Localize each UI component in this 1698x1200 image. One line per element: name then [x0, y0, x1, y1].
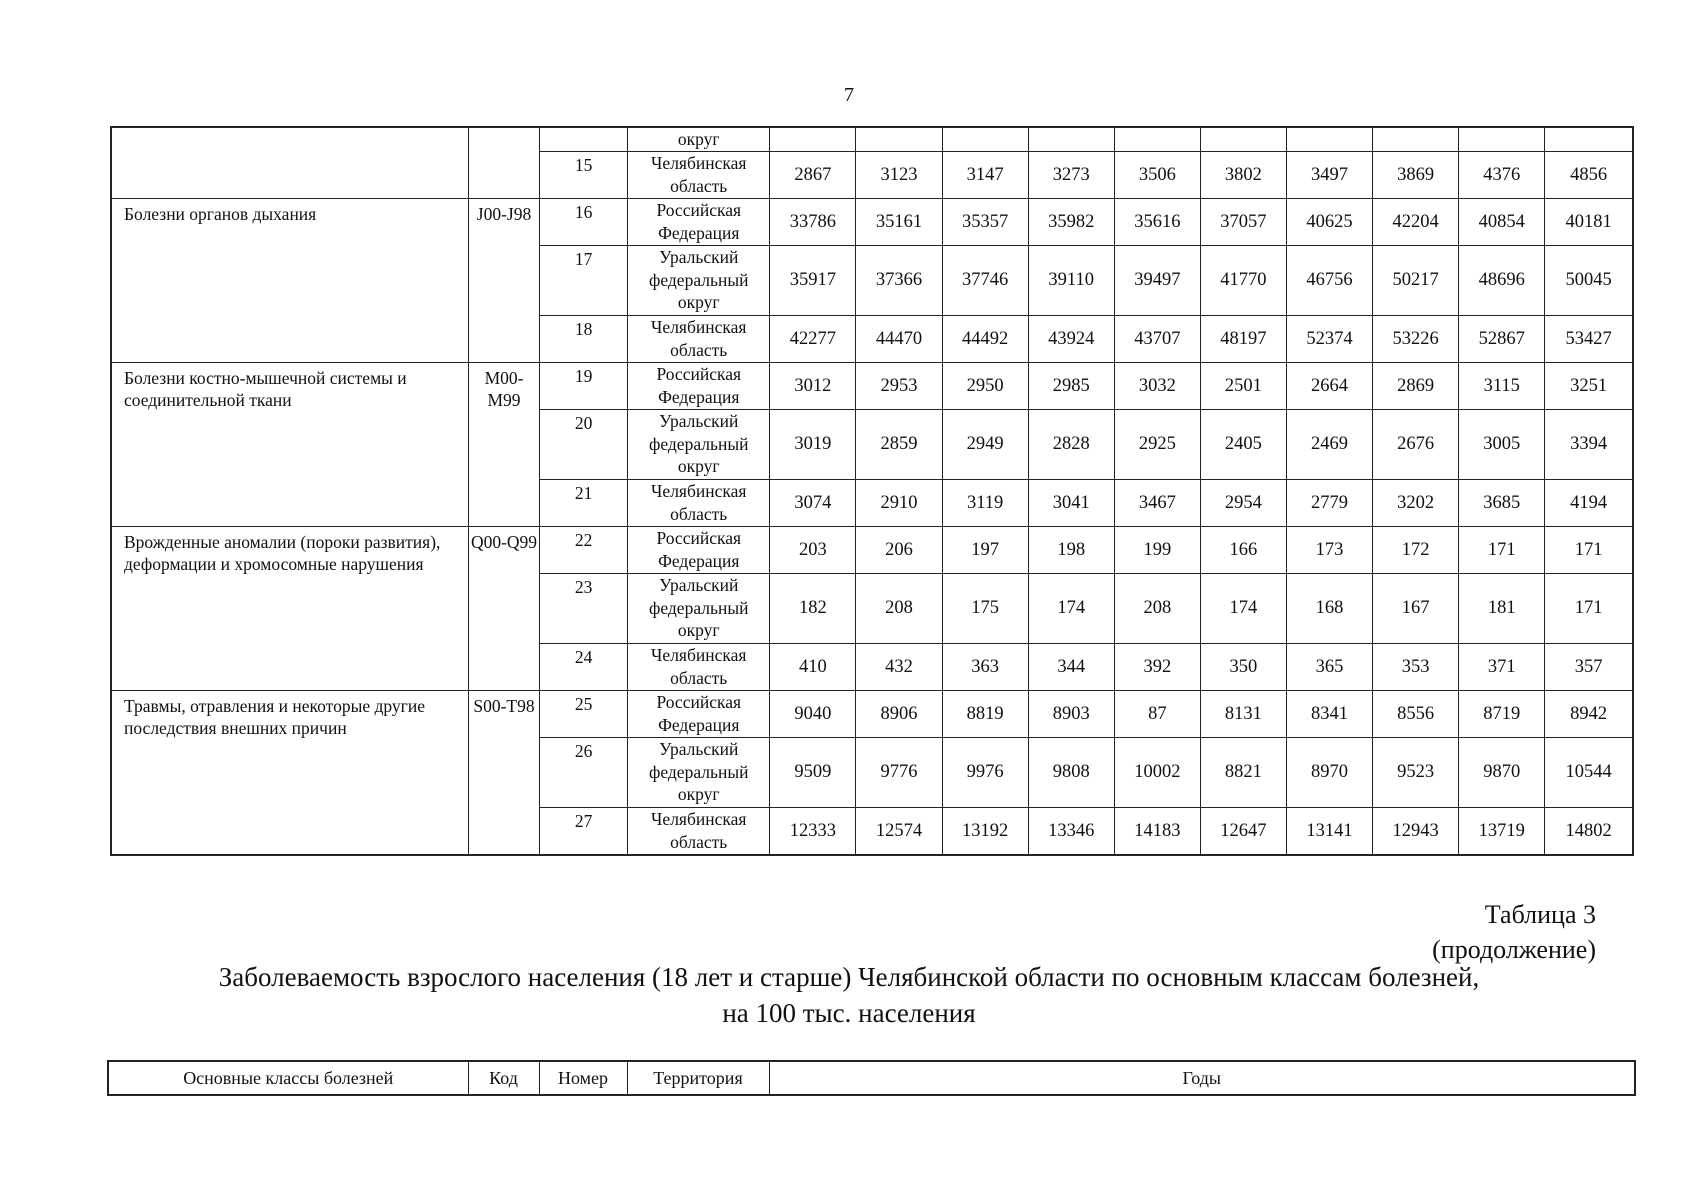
value-cell: 35161 [856, 198, 942, 245]
value-cell: 3019 [770, 409, 856, 479]
number-cell: 27 [540, 807, 628, 855]
icd-code-cell: S00-T98 [468, 690, 539, 855]
value-cell: 52867 [1459, 315, 1545, 362]
value-cell: 53226 [1373, 315, 1459, 362]
value-cell: 42277 [770, 315, 856, 362]
table-row [111, 526, 1633, 573]
value-cell: 43707 [1114, 315, 1200, 362]
number-cell: 18 [540, 315, 628, 362]
table-row [111, 690, 1633, 737]
value-cell: 3394 [1545, 409, 1633, 479]
value-cell: 2953 [856, 362, 942, 409]
value-cell: 3147 [942, 151, 1028, 198]
territory-cell: Уральский федеральный округ [628, 409, 770, 479]
value-cell: 175 [942, 573, 1028, 643]
value-cell: 9976 [942, 737, 1028, 807]
value-cell: 3802 [1200, 151, 1286, 198]
value-cell [1545, 127, 1633, 151]
value-cell: 350 [1200, 643, 1286, 690]
value-cell [770, 127, 856, 151]
value-cell: 8903 [1028, 690, 1114, 737]
value-cell: 168 [1286, 573, 1372, 643]
value-cell: 44470 [856, 315, 942, 362]
value-cell: 13141 [1286, 807, 1372, 855]
value-cell: 167 [1373, 573, 1459, 643]
value-cell: 197 [942, 526, 1028, 573]
value-cell: 173 [1286, 526, 1372, 573]
value-cell: 181 [1459, 573, 1545, 643]
territory-cell: Челябинская область [628, 479, 770, 526]
value-cell: 2676 [1373, 409, 1459, 479]
value-cell: 9808 [1028, 737, 1114, 807]
value-cell: 9523 [1373, 737, 1459, 807]
territory-cell: Уральский федеральный округ [628, 737, 770, 807]
table-header [107, 1060, 1636, 1096]
value-cell: 37746 [942, 245, 1028, 315]
value-cell: 8942 [1545, 690, 1633, 737]
value-cell: 35357 [942, 198, 1028, 245]
value-cell: 8906 [856, 690, 942, 737]
number-cell: 22 [540, 526, 628, 573]
value-cell: 8556 [1373, 690, 1459, 737]
value-cell: 2469 [1286, 409, 1372, 479]
value-cell: 172 [1373, 526, 1459, 573]
value-cell: 2985 [1028, 362, 1114, 409]
value-cell: 344 [1028, 643, 1114, 690]
value-cell: 171 [1545, 573, 1633, 643]
value-cell: 41770 [1200, 245, 1286, 315]
header-row [108, 1061, 1635, 1095]
territory-cell: Российская Федерация [628, 690, 770, 737]
value-cell: 8131 [1200, 690, 1286, 737]
header-number: Номер [539, 1061, 627, 1095]
value-cell [856, 127, 942, 151]
value-cell: 365 [1286, 643, 1372, 690]
value-cell: 171 [1459, 526, 1545, 573]
value-cell: 48696 [1459, 245, 1545, 315]
value-cell: 8719 [1459, 690, 1545, 737]
page-number: 7 [844, 84, 854, 106]
icd-code-cell: M00-M99 [468, 362, 539, 526]
morbidity-table [110, 126, 1634, 856]
value-cell: 357 [1545, 643, 1633, 690]
value-cell: 2828 [1028, 409, 1114, 479]
value-cell: 2859 [856, 409, 942, 479]
icd-code-cell: Q00-Q99 [468, 526, 539, 690]
value-cell: 3115 [1459, 362, 1545, 409]
header-code: Код [468, 1061, 539, 1095]
value-cell: 13346 [1028, 807, 1114, 855]
disease-class-cell: Болезни костно-мышечной системы и соединительной ткани [111, 362, 468, 526]
value-cell: 3123 [856, 151, 942, 198]
value-cell [1373, 127, 1459, 151]
value-cell: 33786 [770, 198, 856, 245]
value-cell: 3273 [1028, 151, 1114, 198]
value-cell: 87 [1114, 690, 1200, 737]
value-cell: 10544 [1545, 737, 1633, 807]
value-cell: 40854 [1459, 198, 1545, 245]
value-cell: 46756 [1286, 245, 1372, 315]
territory-cell: Челябинская область [628, 151, 770, 198]
value-cell: 50217 [1373, 245, 1459, 315]
value-cell [1028, 127, 1114, 151]
value-cell: 166 [1200, 526, 1286, 573]
value-cell: 2925 [1114, 409, 1200, 479]
header-years: Годы [769, 1061, 1635, 1095]
disease-class-cell: Травмы, отравления и некоторые другие последствия внешних причин [111, 690, 468, 855]
value-cell: 199 [1114, 526, 1200, 573]
number-cell: 23 [540, 573, 628, 643]
territory-cell: Уральский федеральный округ [628, 573, 770, 643]
value-cell: 12647 [1200, 807, 1286, 855]
value-cell [1114, 127, 1200, 151]
value-cell: 363 [942, 643, 1028, 690]
number-cell: 16 [540, 198, 628, 245]
value-cell: 12943 [1373, 807, 1459, 855]
value-cell: 171 [1545, 526, 1633, 573]
value-cell: 3041 [1028, 479, 1114, 526]
value-cell: 40625 [1286, 198, 1372, 245]
value-cell: 3467 [1114, 479, 1200, 526]
value-cell: 35917 [770, 245, 856, 315]
value-cell: 198 [1028, 526, 1114, 573]
value-cell [1200, 127, 1286, 151]
value-cell: 42204 [1373, 198, 1459, 245]
value-cell: 3506 [1114, 151, 1200, 198]
value-cell: 208 [856, 573, 942, 643]
value-cell: 174 [1028, 573, 1114, 643]
number-cell: 25 [540, 690, 628, 737]
value-cell [942, 127, 1028, 151]
value-cell: 4856 [1545, 151, 1633, 198]
header-territory: Территория [627, 1061, 769, 1095]
value-cell: 2954 [1200, 479, 1286, 526]
number-cell: 20 [540, 409, 628, 479]
value-cell: 3005 [1459, 409, 1545, 479]
value-cell: 2779 [1286, 479, 1372, 526]
value-cell: 3012 [770, 362, 856, 409]
table-label-note: (продолжение) [1432, 935, 1596, 964]
disease-class-cell: Болезни органов дыхания [111, 198, 468, 362]
value-cell: 9776 [856, 737, 942, 807]
value-cell: 208 [1114, 573, 1200, 643]
value-cell: 203 [770, 526, 856, 573]
value-cell: 14183 [1114, 807, 1200, 855]
value-cell: 13192 [942, 807, 1028, 855]
value-cell: 2867 [770, 151, 856, 198]
territory-cell: Челябинская область [628, 315, 770, 362]
value-cell [1286, 127, 1372, 151]
value-cell: 37057 [1200, 198, 1286, 245]
value-cell: 43924 [1028, 315, 1114, 362]
value-cell: 2950 [942, 362, 1028, 409]
value-cell: 48197 [1200, 315, 1286, 362]
value-cell: 14802 [1545, 807, 1633, 855]
territory-cell: Российская Федерация [628, 362, 770, 409]
number-cell: 19 [540, 362, 628, 409]
icd-code-cell: J00-J98 [468, 198, 539, 362]
value-cell: 206 [856, 526, 942, 573]
code-cell [468, 127, 539, 198]
value-cell: 2501 [1200, 362, 1286, 409]
value-cell: 52374 [1286, 315, 1372, 362]
value-cell: 3869 [1373, 151, 1459, 198]
value-cell: 8970 [1286, 737, 1372, 807]
territory-cell: Уральский федеральный округ [628, 245, 770, 315]
number-cell: 17 [540, 245, 628, 315]
disease-cell [111, 127, 468, 198]
table-label: Таблица 3 [1484, 900, 1596, 929]
value-cell: 2405 [1200, 409, 1286, 479]
territory-cell: Российская Федерация [628, 198, 770, 245]
territory-cell: округ [628, 127, 770, 151]
territory-cell: Российская Федерация [628, 526, 770, 573]
value-cell: 3497 [1286, 151, 1372, 198]
value-cell: 4194 [1545, 479, 1633, 526]
number-cell: 24 [540, 643, 628, 690]
table-title-units: на 100 тыс. населения [722, 998, 976, 1028]
territory-cell: Челябинская область [628, 807, 770, 855]
value-cell: 371 [1459, 643, 1545, 690]
value-cell: 50045 [1545, 245, 1633, 315]
value-cell: 410 [770, 643, 856, 690]
table-row [111, 127, 1633, 151]
value-cell: 3074 [770, 479, 856, 526]
value-cell: 182 [770, 573, 856, 643]
header-disease: Основные классы болезней [108, 1061, 468, 1095]
value-cell: 3119 [942, 479, 1028, 526]
value-cell: 174 [1200, 573, 1286, 643]
number-cell: 15 [540, 151, 628, 198]
number-cell: 26 [540, 737, 628, 807]
value-cell [1459, 127, 1545, 151]
table-row [111, 198, 1633, 245]
value-cell: 9870 [1459, 737, 1545, 807]
value-cell: 12574 [856, 807, 942, 855]
number-cell [540, 127, 628, 151]
value-cell: 35982 [1028, 198, 1114, 245]
value-cell: 8341 [1286, 690, 1372, 737]
territory-cell: Челябинская область [628, 643, 770, 690]
value-cell: 392 [1114, 643, 1200, 690]
value-cell: 40181 [1545, 198, 1633, 245]
value-cell: 2664 [1286, 362, 1372, 409]
value-cell: 12333 [770, 807, 856, 855]
value-cell: 4376 [1459, 151, 1545, 198]
value-cell: 353 [1373, 643, 1459, 690]
table-row [111, 362, 1633, 409]
value-cell: 2949 [942, 409, 1028, 479]
value-cell: 8819 [942, 690, 1028, 737]
value-cell: 39497 [1114, 245, 1200, 315]
number-cell: 21 [540, 479, 628, 526]
value-cell: 8821 [1200, 737, 1286, 807]
value-cell: 9509 [770, 737, 856, 807]
value-cell: 10002 [1114, 737, 1200, 807]
value-cell: 432 [856, 643, 942, 690]
value-cell: 3251 [1545, 362, 1633, 409]
value-cell: 44492 [942, 315, 1028, 362]
value-cell: 2910 [856, 479, 942, 526]
value-cell: 37366 [856, 245, 942, 315]
value-cell: 39110 [1028, 245, 1114, 315]
value-cell: 3032 [1114, 362, 1200, 409]
table-title: Заболеваемость взрослого населения (18 лет и старше) Челябинской области по основным классам болезней, [218, 962, 1480, 992]
value-cell: 13719 [1459, 807, 1545, 855]
value-cell: 2869 [1373, 362, 1459, 409]
disease-class-cell: Врожденные аномалии (пороки развития), деформации и хромосомные нарушения [111, 526, 468, 690]
value-cell: 3202 [1373, 479, 1459, 526]
value-cell: 53427 [1545, 315, 1633, 362]
value-cell: 3685 [1459, 479, 1545, 526]
value-cell: 9040 [770, 690, 856, 737]
value-cell: 35616 [1114, 198, 1200, 245]
